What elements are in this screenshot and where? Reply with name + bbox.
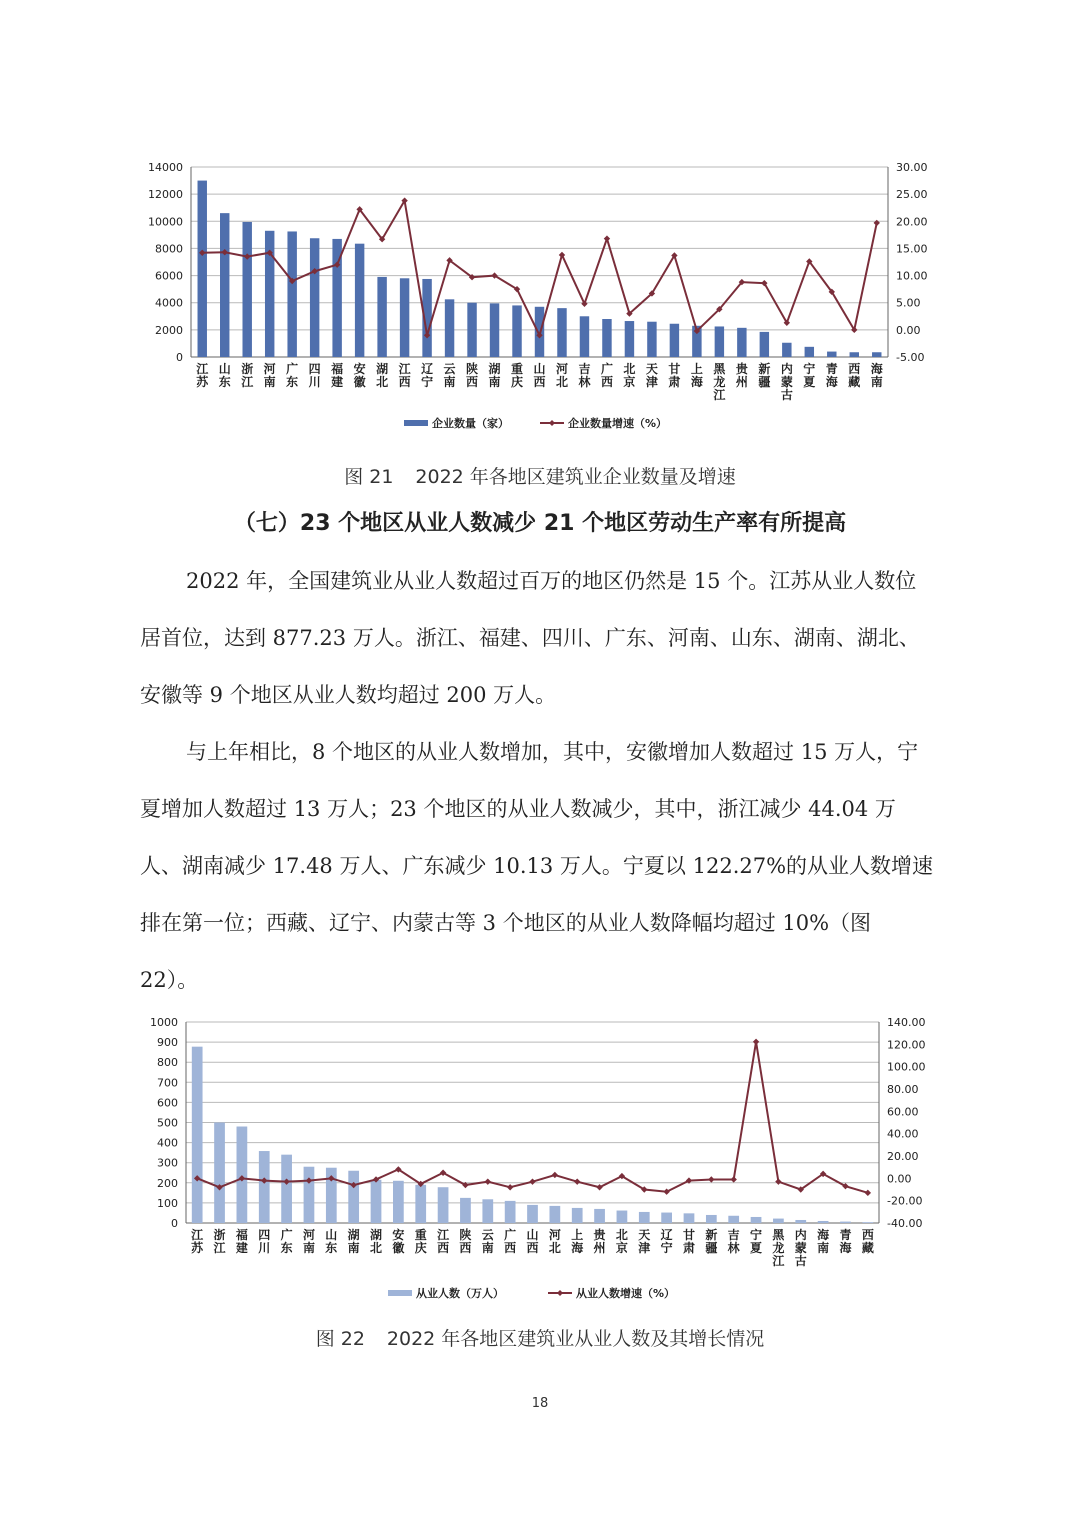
right-axis-tick-label: 0.00: [887, 1172, 912, 1186]
right-axis-tick-label: 140.00: [887, 1016, 926, 1029]
category-label: 天津: [645, 362, 658, 389]
category-label: 甘肃: [682, 1228, 695, 1255]
figure-22-caption: [0, 1324, 1080, 1351]
figure-22-label: 图 22: [315, 1328, 365, 1350]
right-axis-tick-label: -40.00: [887, 1217, 923, 1230]
category-label: 内蒙古: [780, 362, 793, 402]
right-axis-tick-label: 40.00: [887, 1127, 919, 1141]
bar-内蒙古: [782, 343, 791, 357]
left-axis-tick-label: 700: [157, 1076, 178, 1090]
bar-湖南: [348, 1171, 359, 1223]
growth-point-辽宁: [663, 1189, 669, 1195]
growth-point-河北: [559, 252, 565, 258]
bar-海南: [818, 1221, 829, 1223]
bar-新疆: [760, 332, 769, 357]
category-label: 河南: [302, 1228, 315, 1255]
bar-湖北: [371, 1180, 382, 1223]
right-axis-tick-label: 30.00: [896, 161, 928, 174]
left-axis-tick-label: 900: [157, 1036, 178, 1050]
bar-宁夏: [805, 347, 814, 357]
right-axis-tick-label: 80.00: [887, 1083, 919, 1096]
figure-22-title: 2022 年各地区建筑业从业人数及其增长情况: [386, 1328, 765, 1350]
left-axis-tick-label: 12000: [148, 188, 183, 202]
category-label: 黑龙江: [772, 1228, 785, 1268]
bar-湖北: [377, 277, 386, 357]
category-label: 四川: [258, 1228, 271, 1255]
category-label: 湖南: [347, 1228, 360, 1255]
category-label: 贵州: [735, 362, 748, 389]
right-axis-tick-label: -20.00: [887, 1194, 923, 1208]
category-label: 云南: [443, 362, 456, 389]
right-axis-tick-label: 100.00: [887, 1060, 926, 1074]
category-label: 安徽: [353, 362, 366, 389]
right-axis-tick-label: 15.00: [896, 242, 928, 256]
left-axis-tick-label: 600: [157, 1096, 178, 1110]
category-label: 山西: [526, 1228, 539, 1255]
category-label: 内蒙古: [794, 1228, 807, 1268]
category-label: 河南: [263, 362, 276, 389]
bar-江西: [400, 278, 409, 357]
category-label: 陕西: [459, 1228, 472, 1255]
left-axis-tick-label: 8000: [155, 242, 183, 256]
right-axis-tick-label: 5.00: [896, 296, 921, 310]
bar-安徽: [355, 244, 364, 357]
bar-广东: [287, 231, 296, 357]
category-label: 贵州: [593, 1228, 606, 1255]
bar-广东: [281, 1155, 292, 1223]
category-label: 海南: [870, 362, 883, 389]
left-axis-tick-label: 2000: [155, 323, 183, 337]
bar-河北: [549, 1206, 560, 1223]
growth-point-海南: [874, 220, 880, 226]
left-axis-tick-label: 1000: [150, 1016, 178, 1029]
bar-内蒙古: [795, 1220, 806, 1223]
left-axis-tick-label: 400: [157, 1136, 178, 1150]
category-label: 福建: [331, 362, 344, 389]
growth-point-广西: [507, 1184, 513, 1190]
left-axis-tick-label: 0: [171, 1217, 178, 1230]
bar-江苏: [198, 181, 207, 357]
bar-新疆: [706, 1215, 717, 1223]
paragraph-2: 与上年相比，8 个地区的从业人数增加，其中，安徽增加人数超过 15 万人，宁夏增加人数超过 13 万人；23 个地区的从业人数减少，其中，浙江减少 44.04 万人、湖南减少 17.48 万人、广东减少 10.13 万人。宁夏以 122.27%的从业人数增速排在第一位；西藏、辽宁、内蒙古等 3 个地区的从业人数降幅均超过 10%（图 22）。: [140, 740, 934, 992]
section-heading: （七）23 个地区从业人数减少 21 个地区劳动生产率有所提高: [233, 511, 847, 536]
category-label: 北京: [623, 362, 636, 389]
bar-吉林: [728, 1216, 739, 1223]
growth-point-广西: [604, 235, 610, 241]
category-label: 北京: [615, 1228, 628, 1255]
category-label: 山西: [533, 362, 546, 389]
growth-point-黑龙江: [775, 1178, 781, 1184]
growth-point-贵州: [596, 1184, 602, 1190]
bar-陕西: [460, 1198, 471, 1223]
category-label: 四川: [308, 362, 321, 389]
bar-湖南: [490, 303, 499, 357]
right-axis-tick-label: 20.00: [887, 1150, 919, 1163]
category-label: 海南: [817, 1228, 830, 1255]
bar-青海: [840, 1222, 851, 1223]
category-label: 西藏: [861, 1228, 874, 1255]
bar-江西: [438, 1187, 449, 1223]
left-axis-tick-label: 200: [157, 1176, 178, 1190]
bar-浙江: [242, 222, 251, 357]
category-label: 河北: [548, 1228, 561, 1255]
category-label: 湖北: [376, 362, 389, 389]
right-axis-tick-label: 10.00: [896, 269, 928, 283]
paragraph-1: 2022 年，全国建筑业从业人数超过百万的地区仍然是 15 个。江苏从业人数位居首位，达到 877.23 万人。浙江、福建、四川、广东、河南、山东、湖南、湖北、安徽等 9 个地区从业人数均超过 200 万人。: [140, 569, 920, 707]
category-label: 重庆: [414, 1228, 427, 1255]
bar-贵州: [594, 1209, 605, 1223]
growth-point-宁夏: [753, 1039, 759, 1045]
bar-西藏: [862, 1222, 873, 1223]
growth-point-吉林: [581, 301, 587, 307]
bar-海南: [872, 352, 881, 357]
legend-bar-swatch: [388, 1290, 412, 1296]
growth-point-西藏: [865, 1190, 871, 1196]
category-label: 新疆: [758, 362, 771, 389]
bar-河北: [557, 308, 566, 357]
legend-line-marker: [549, 420, 555, 426]
bar-天津: [647, 322, 656, 357]
category-label: 青海: [825, 362, 838, 389]
category-label: 湖南: [488, 362, 501, 389]
bar-青海: [827, 352, 836, 357]
figure-21-caption: [0, 462, 1080, 489]
bar-吉林: [580, 316, 589, 357]
growth-point-山西: [529, 1178, 535, 1184]
legend-line-marker: [557, 1290, 563, 1296]
category-label: 河北: [555, 362, 568, 389]
bar-甘肃: [670, 324, 679, 357]
growth-point-上海: [574, 1178, 580, 1184]
category-label: 山东: [325, 1228, 338, 1255]
right-axis-tick-label: 0.00: [896, 323, 921, 337]
bar-山西: [527, 1205, 538, 1223]
chart-employment: [0, 1005, 1080, 1320]
bar-安徽: [393, 1181, 404, 1223]
bar-重庆: [415, 1185, 426, 1223]
bar-上海: [572, 1208, 583, 1223]
bar-辽宁: [661, 1213, 672, 1223]
bar-西藏: [850, 352, 859, 357]
category-label: 江西: [398, 362, 411, 389]
left-axis-tick-label: 14000: [148, 161, 183, 174]
category-label: 西藏: [848, 362, 861, 389]
bar-黑龙江: [715, 326, 724, 357]
bar-天津: [639, 1212, 650, 1223]
category-label: 新疆: [705, 1228, 718, 1255]
category-label: 宁夏: [750, 1228, 763, 1255]
bar-陕西: [467, 303, 476, 357]
category-label: 江苏: [191, 1228, 204, 1255]
bar-甘肃: [684, 1213, 695, 1223]
bar-贵州: [737, 328, 746, 357]
right-axis-tick-label: -5.00: [896, 351, 925, 364]
figure-21-title: 2022 年各地区建筑业企业数量及增速: [415, 466, 736, 488]
category-label: 云南: [481, 1228, 494, 1255]
left-axis-tick-label: 6000: [155, 269, 183, 283]
legend-bar-label: 从业人数（万人）: [416, 1287, 504, 1300]
legend-line-label: 从业人数增速（%）: [576, 1287, 676, 1300]
category-label: 广西: [504, 1228, 517, 1255]
growth-point-新疆: [708, 1176, 714, 1182]
category-label: 江西: [437, 1228, 450, 1255]
category-label: 吉林: [578, 362, 591, 389]
bar-四川: [259, 1151, 270, 1223]
category-label: 广东: [280, 1228, 293, 1255]
growth-point-云南: [485, 1178, 491, 1184]
right-axis-tick-label: 120.00: [887, 1038, 926, 1052]
bar-云南: [445, 299, 454, 357]
category-label: 重庆: [511, 362, 524, 389]
left-axis-tick-label: 10000: [148, 215, 183, 229]
chart-enterprise-count: [0, 0, 1080, 460]
page-number: 18: [531, 1396, 549, 1411]
bar-广西: [505, 1201, 516, 1223]
category-label: 湖北: [370, 1228, 383, 1255]
category-label: 浙江: [241, 362, 254, 389]
category-label: 广东: [286, 362, 299, 389]
category-label: 辽宁: [421, 362, 434, 389]
legend-bar-label: 企业数量（家）: [432, 417, 509, 430]
category-label: 黑龙江: [713, 362, 726, 402]
category-label: 陕西: [466, 362, 479, 389]
bar-黑龙江: [773, 1219, 784, 1223]
bar-北京: [617, 1211, 628, 1223]
left-axis-tick-label: 4000: [155, 296, 183, 310]
right-axis-tick-label: 20.00: [896, 215, 928, 229]
bar-福建: [237, 1127, 248, 1223]
category-label: 辽宁: [660, 1228, 673, 1255]
bar-江苏: [192, 1047, 203, 1223]
bar-山东: [220, 213, 229, 357]
left-axis-tick-label: 800: [157, 1056, 178, 1070]
bar-浙江: [214, 1123, 225, 1224]
bar-四川: [310, 238, 319, 357]
bar-重庆: [512, 305, 521, 357]
figure-21-label: 图 21: [344, 466, 394, 488]
category-label: 浙江: [213, 1228, 226, 1255]
category-label: 吉林: [727, 1228, 740, 1255]
left-axis-tick-label: 0: [176, 351, 183, 364]
growth-point-吉林: [730, 1176, 736, 1182]
bar-河南: [304, 1167, 315, 1223]
right-axis-tick-label: 25.00: [896, 188, 928, 202]
left-axis-tick-label: 300: [157, 1156, 178, 1170]
category-label: 安徽: [392, 1228, 405, 1255]
category-label: 江苏: [196, 362, 209, 389]
growth-line: [197, 1042, 868, 1193]
left-axis-tick-label: 500: [157, 1116, 178, 1130]
category-label: 福建: [235, 1228, 248, 1255]
category-label: 山东: [218, 362, 231, 389]
bar-云南: [482, 1199, 493, 1223]
legend-bar-swatch: [404, 420, 428, 426]
right-axis-tick-label: 60.00: [887, 1105, 919, 1119]
category-label: 甘肃: [668, 362, 681, 389]
growth-point-河北: [552, 1172, 558, 1178]
body-text: [140, 553, 935, 1009]
bar-北京: [625, 321, 634, 357]
category-label: 上海: [690, 362, 703, 389]
category-label: 上海: [571, 1228, 584, 1255]
category-label: 青海: [839, 1228, 852, 1255]
left-axis-tick-label: 100: [157, 1196, 178, 1210]
legend-line-label: 企业数量增速（%）: [568, 417, 668, 430]
category-label: 宁夏: [803, 362, 816, 389]
category-label: 天津: [638, 1228, 651, 1255]
bar-宁夏: [751, 1217, 762, 1223]
bar-广西: [602, 319, 611, 357]
category-label: 广西: [600, 362, 613, 389]
